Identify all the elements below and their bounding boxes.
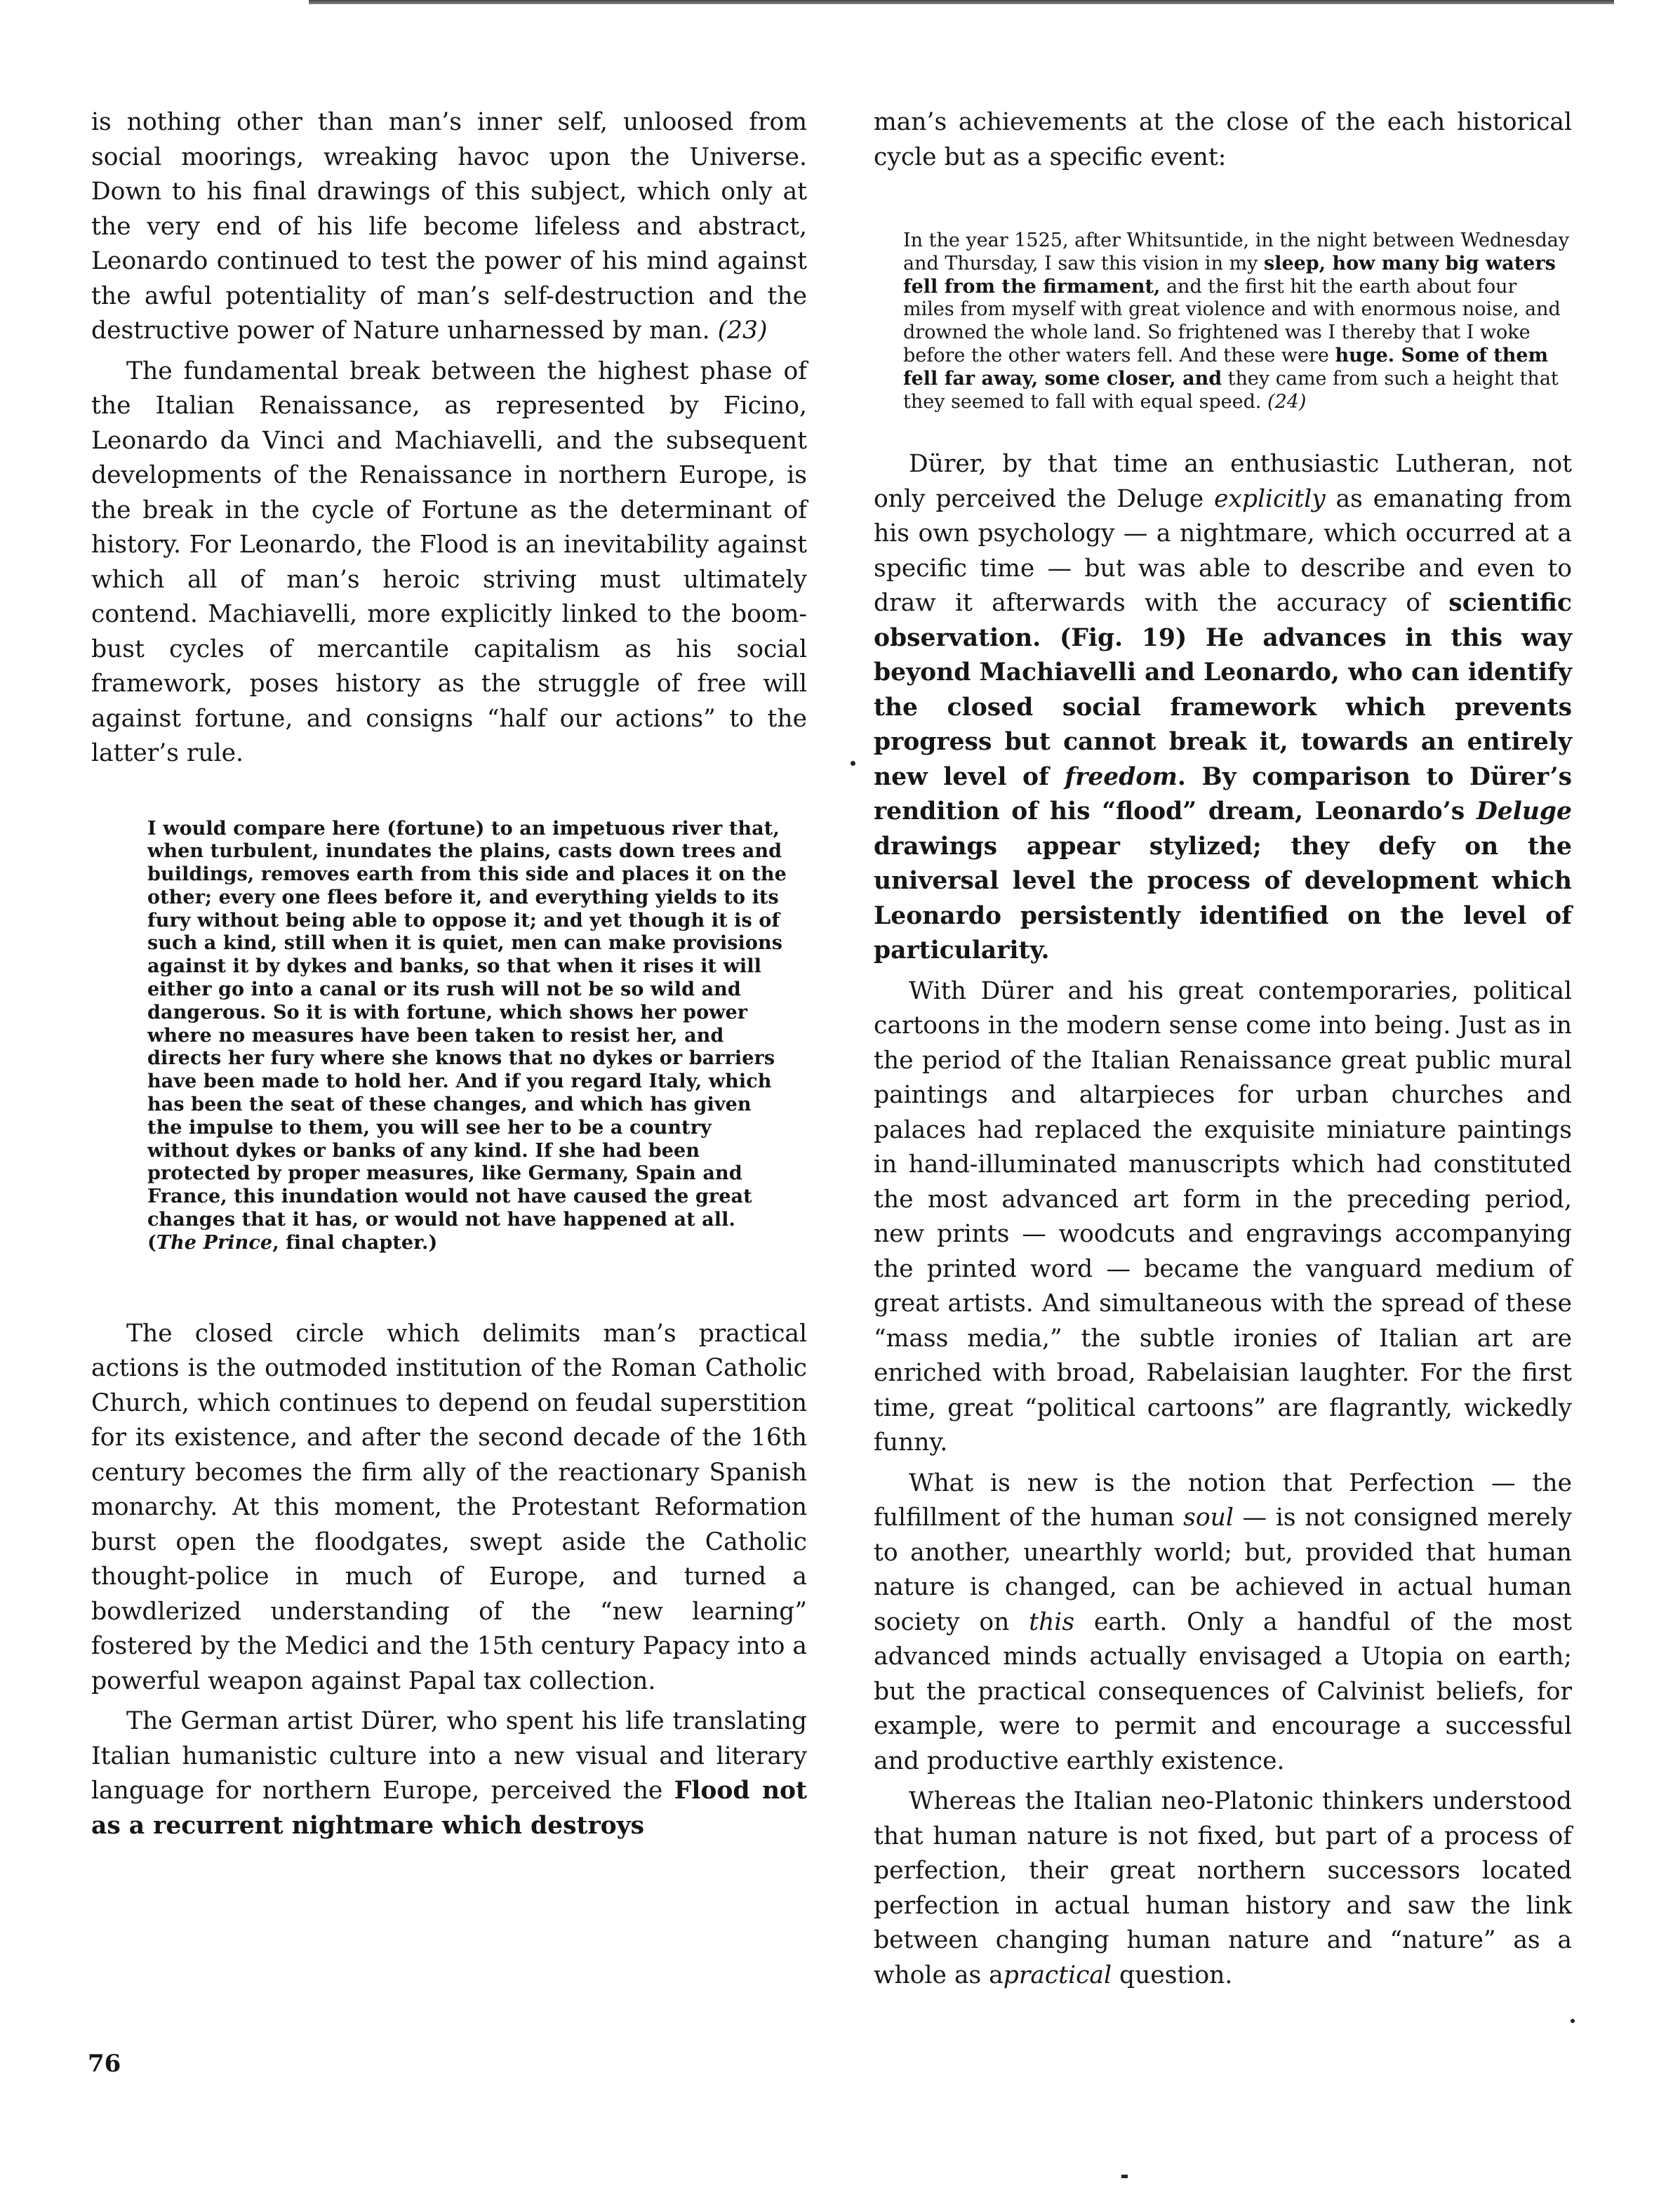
print-speck	[1121, 2175, 1128, 2178]
paragraph-text: Whereas the Italian neo-Platonic thinkers understood that human nature is not fixed, but part of a process of perfection, their great northern successors located perfection in actual human history and saw the link between changing human nature and “nature” as a whole as a	[874, 1787, 1572, 1989]
paragraph-text: earth. Only a handful of the most advanced minds actually envisaged a Utopia on earth; but the practical consequences of Calvinist beliefs, for example, were to permit and encourage a successful and productive earthly existence.	[874, 1607, 1572, 1775]
left-column	[91, 105, 807, 1843]
emphasis: explicitly	[1213, 484, 1326, 513]
paragraph-text-bold: scientific observation. (Fig. 19) He advances in this way beyond Machiavelli and Leonardo, who can identify the closed social framework which prevents progress but cannot break it, towards an entirely new level of	[874, 589, 1572, 791]
paragraph-text: What is new is the notion that Perfection — the fulfillment of the human	[874, 1468, 1572, 1532]
block-quote	[91, 771, 807, 1255]
paragraph-text: — is not consigned merely to another, unearthly world; but, provided that human nature is changed, can be achieved in actual human society on	[874, 1504, 1572, 1636]
paragraph-text: Dürer, by that time an enthusiastic Lutheran, not only perceived the Deluge	[874, 450, 1572, 513]
top-rule	[309, 0, 1614, 4]
quote-text	[903, 230, 1573, 413]
quote-body: they came from such a height that they seemed to fall with equal speed.	[903, 367, 1559, 413]
paragraph-text: as emanating from his own psychology — a nightmare, which occurred at a specific time — but was able to describe and even to draw it afterwards with the accuracy of	[874, 484, 1572, 618]
emphasis: practical	[1003, 1961, 1112, 1989]
quote-source-tail: , final chapter.)	[272, 1231, 438, 1254]
paragraph	[874, 1466, 1572, 1779]
quote-body: In the year 1525, after Whitsuntide, in the night between Wednesday and Thursday, I saw this vision in my	[903, 230, 1570, 274]
quote-text	[147, 818, 787, 1255]
print-speck	[851, 761, 855, 766]
emphasis: freedom	[1065, 762, 1178, 791]
print-speck	[1571, 2019, 1575, 2023]
paragraph: man’s achievements at the close of the each historical cycle but as a specific event:	[874, 108, 1572, 171]
paragraph-text: is nothing other than man’s inner self, unloosed from social moorings, wreaking havoc upon the Universe. Down to his final drawings of this subject, which only at the very end of his life become lifeless and abstract, Leonardo continued to test the power of his mind against the awful potentiality of man’s self-destruction and the destructive power of Nature unharnessed by man.	[91, 108, 807, 345]
quote-body: and the first hit the earth about four miles from myself with great violence and with enormous noise, and drowned the whole land. So frightened was I thereby that I woke before the other waters fell. And these were	[903, 275, 1561, 366]
emphasis: this	[1029, 1607, 1075, 1636]
quote-source-title: The Prince	[156, 1231, 273, 1254]
footnote-ref: (23)	[717, 317, 768, 345]
quote-body-bold: sleep, how many big waters fell from the firmament,	[903, 252, 1556, 298]
right-column	[874, 105, 1572, 1993]
paragraph: The closed circle which delimits man’s practical actions is the outmoded institution of the Roman Catholic Church, which continues to depend on feudal superstition for its existence, and after the second decade of the 16th century becomes the firm ally of the reactionary Spanish monarchy. At this moment, the Protestant Reformation burst open the floodgates, swept aside the Catholic thought-police in much of Europe, and turned a bowdlerized understanding of the “new learning” fostered by the Medici and the 15th century Papacy into a powerful weapon against Papal tax collection.	[91, 1319, 807, 1695]
paragraph	[874, 1784, 1572, 1993]
footnote-ref: (24)	[1267, 390, 1307, 413]
paragraph: The fundamental break between the highest phase of the Italian Renaissance, as represented by Ficino, Leonardo da Vinci and Machiavelli, and the subsequent developments of the Renaissance in northern Europe, is the break in the cycle of Fortune as the determinant of history. For Leonardo, the Flood is an inevitability against which all of man’s heroic striving must ultimately contend. Machiavelli, more explicitly linked to the boom-bust cycles of mercantile capitalism as his social framework, poses history as the struggle of free will against fortune, and consigns “half our actions” to the latter’s rule.	[91, 357, 807, 767]
paragraph-text-bold: Flood not as a recurrent nightmare which destroys	[91, 1777, 807, 1840]
paragraph: With Dürer and his great contemporaries, political cartoons in the modern sense come into being. Just as in the period of the Italian Renaissance great public mural paintings and altarpieces for urban churches and palaces had replaced the exquisite miniature paintings in hand-illuminated manuscripts which had constituted the most advanced art form in the preceding period, new prints — woodcuts and engravings accompanying the printed word — became the vanguard medium of great artists. And simultaneous with the spread of these “mass media,” the subtle ironies of Italian art are enriched with broad, Rabelaisian laughter. For the first time, great “political cartoons” are flagrantly, wickedly funny.	[874, 976, 1572, 1457]
paragraph-text: question.	[1112, 1961, 1233, 1989]
block-quote	[874, 175, 1573, 413]
quote-body: I would compare here (fortune) to an impetuous river that, when turbulent, inundates the plains, casts down trees and buildings, removes earth from this side and places it on the other; every one flees before it, and everything yields to its fury without being able to oppose it; and yet though it is of such a kind, still when it is quiet, men can make provisions against it by dykes and banks, so that when it rises it will either go into a canal or its rush will not be so wild and dangerous. So it is with fortune, which shows her power where no measures have been taken to resist her, and directs her fury where she knows that no dykes or barriers have been made to hold her. And if you regard Italy, which has been the seat of these changes, and which has given the impulse to them, you will see her to be a country without dykes or banks of any kind. If she had been protected by proper measures, like Germany, Spain and France, this inundation would not have caused the great changes that it has, or would not have happened at all. (	[147, 817, 787, 1254]
paragraph-text: The German artist Dürer, who spent his life translating Italian humanistic culture into a new visual and literary language for northern Europe, perceived the	[91, 1707, 807, 1805]
page-number: 76	[88, 2050, 121, 2078]
paragraph-text-bold: drawings appear stylized; they defy on the universal level the process of development which Leonardo persistently identified on the level of particularity.	[874, 832, 1572, 965]
emphasis: soul	[1183, 1504, 1234, 1532]
emphasis: Deluge	[1476, 797, 1572, 826]
paragraph	[91, 105, 807, 349]
paragraph	[91, 1704, 807, 1843]
paragraph-text-bold: . By comparison to Dürer’s rendition of his “flood” dream, Leonardo’s	[874, 762, 1572, 826]
paragraph	[874, 447, 1572, 969]
quote-body-bold: huge. Some of them fell far away, some closer, and	[903, 344, 1549, 390]
